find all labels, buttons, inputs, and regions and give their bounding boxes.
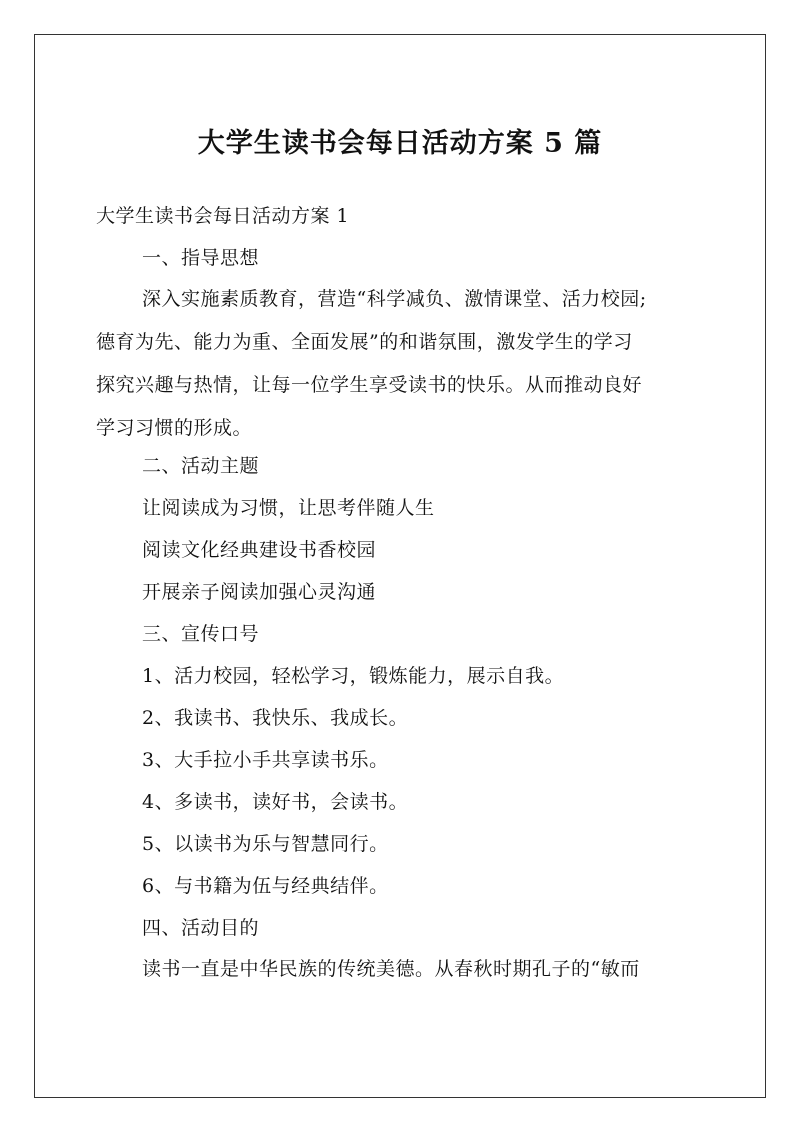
section-heading-activity-purpose: 四、活动目的 (142, 917, 260, 939)
section-heading-activity-theme: 二、活动主题 (142, 455, 260, 477)
list-item: 让阅读成为习惯，让思考伴随人生 (142, 497, 435, 519)
list-item: 阅读文化经典建设书香校园 (142, 539, 377, 561)
paragraph-activity-purpose (96, 948, 706, 991)
paragraph-line: 深入实施素质教育，营造“科学减负、激情课堂、活力校园; (142, 288, 647, 310)
list-item: 3、大手拉小手共享读书乐。 (142, 749, 389, 771)
document-subtitle: 大学生读书会每日活动方案 1 (96, 205, 350, 227)
paragraph-guiding-ideology (96, 278, 706, 450)
list-item: 4、多读书，读好书，会读书。 (142, 791, 409, 813)
list-item: 6、与书籍为伍与经典结伴。 (142, 875, 389, 897)
paragraph-line: 德育为先、能力为重、全面发展”的和谐氛围，激发学生的学习 (96, 331, 633, 353)
paragraph-line: 读书一直是中华民族的传统美德。从春秋时期孔子的“敏而 (142, 958, 640, 980)
list-item: 5、以读书为乐与智慧同行。 (142, 833, 389, 855)
section-heading-guiding-ideology: 一、指导思想 (142, 247, 260, 269)
paragraph-line: 学习习惯的形成。 (96, 417, 253, 439)
list-item: 1、活力校园，轻松学习，锻炼能力，展示自我。 (142, 665, 565, 687)
list-item: 2、我读书、我快乐、我成长。 (142, 707, 409, 729)
list-item: 开展亲子阅读加强心灵沟通 (142, 581, 377, 603)
section-heading-slogans: 三、宣传口号 (142, 623, 260, 645)
document-title: 大学生读书会每日活动方案 5 篇 (197, 128, 603, 159)
paragraph-line: 探究兴趣与热情，让每一位学生享受读书的快乐。从而推动良好 (96, 374, 643, 396)
